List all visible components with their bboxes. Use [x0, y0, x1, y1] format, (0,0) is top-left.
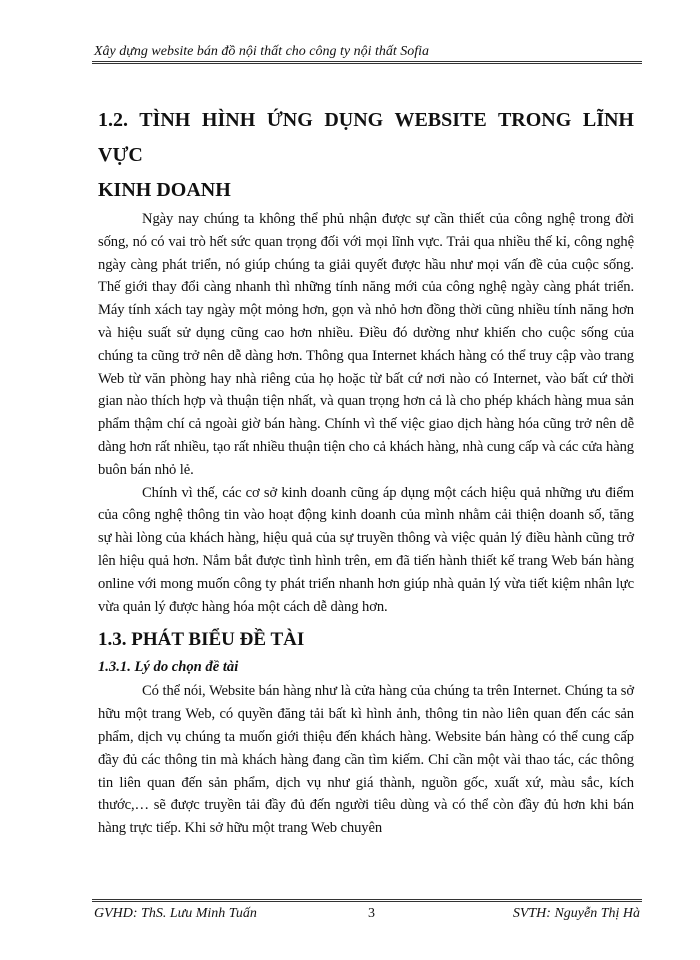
page-footer: [94, 905, 640, 925]
subsection-heading-1-3-1: 1.3.1. Lý do chọn đề tài: [98, 659, 239, 676]
footer-student: SVTH: Nguyễn Thị Hà: [512, 906, 640, 921]
paragraph-1-2-a: Ngày nay chúng ta không thể phủ nhận được sự cần thiết của công nghệ trong đời sống, nó có vai trò hết sức quan trọng đối với mọi lĩnh vực. Trải qua nhiều thế kỉ, công nghệ ngày càng phát triển, nó giúp chúng ta giải quyết được hầu như mọi vấn đề của cuộc sống. Thế giới thay đổi càng nhanh thì những tính năng mới của công nghệ ngày càng phát triển. Máy tính xách tay ngày một mỏng hơn, gọn và nhỏ hơn đồng thời cũng nhiều tính năng hơn và hiệu suất sử dụng cũng cao hơn nhiều. Điều đó dường như khiến cho cuộc sống của chúng ta cũng trở nên dễ dàng hơn. Thông qua Internet khách hàng có thể truy cập vào trang Web từ văn phòng hay nhà riêng của họ hoặc từ bất cứ nơi nào có Internet, vào bất cứ thời gian nào thích hợp và thuận tiện nhất, và quan trọng hơn cả là cho phép khách hàng mua sản phẩm thậm chí cả ngoài giờ bán hàng. Chính vì thế việc giao dịch hàng hóa cũng trở nên dễ dàng hơn rất nhiều, tạo rất nhiều thuận tiện cho cả khách hàng, nhà cung cấp và các cửa hàng buôn bán nhỏ lẻ.: [98, 211, 634, 478]
footer-divider: [92, 899, 642, 902]
paragraph-1-3-1: Có thể nói, Website bán hàng như là cửa hàng của chúng ta trên Internet. Chúng ta sở hữu một trang Web, có quyền đăng tải bất kì hình ảnh, thông tin nào liên quan đến các sản phẩm, dịch vụ chúng ta muốn giới thiệu đến khách hàng. Website bán hàng có thể cung cấp đầy đủ các thông tin mà khách hàng đang cần tìm kiếm. Chỉ cần một vài thao tác, các thông tin liên quan đến sản phẩm, dịch vụ như giá thành, nguồn gốc, xuất xứ, màu sắc, kích thước,… sẽ được truyền tải đầy đủ đến người tiêu dùng và có thể còn đầy đủ hơn khi bán hàng trực tiếp. Khi sở hữu một trang Web chuyên: [98, 683, 634, 837]
document-body: [98, 103, 634, 840]
page-header: Xây dựng website bán đồ nội thất cho công ty nội thất Sofia: [94, 44, 430, 59]
footer-advisor: GVHD: ThS. Lưu Minh Tuấn: [94, 906, 257, 921]
section-heading-1-2: [98, 103, 634, 208]
header-divider: [92, 61, 642, 64]
section-heading-1-2-line1: 1.2. TÌNH HÌNH ỨNG DỤNG WEBSITE TRONG LĨNH VỰC: [98, 109, 634, 166]
paragraph-1-2-b: Chính vì thế, các cơ sở kinh doanh cũng áp dụng một cách hiệu quả những ưu điểm của công nghệ thông tin vào hoạt động kinh doanh của mình nhằm cải thiện doanh số, tăng sự hài lòng của khách hàng, hiệu quả của sự truyền thông và việc quản lý điều hành cũng trở lên hiệu quả hơn. Nắm bắt được tình hình trên, em đã tiến hành thiết kế trang Web bán hàng online với mong muốn công ty phát triển nhanh hơn giúp nhà quản lý vừa tiết kiệm nhân lực vừa quản lý được hàng hóa một cách dễ dàng hơn.: [98, 484, 634, 615]
section-heading-1-2-line2: KINH DOANH: [98, 179, 231, 201]
section-heading-1-3: 1.3. PHÁT BIỂU ĐỀ TÀI: [98, 629, 305, 651]
page-number: 3: [368, 906, 375, 921]
